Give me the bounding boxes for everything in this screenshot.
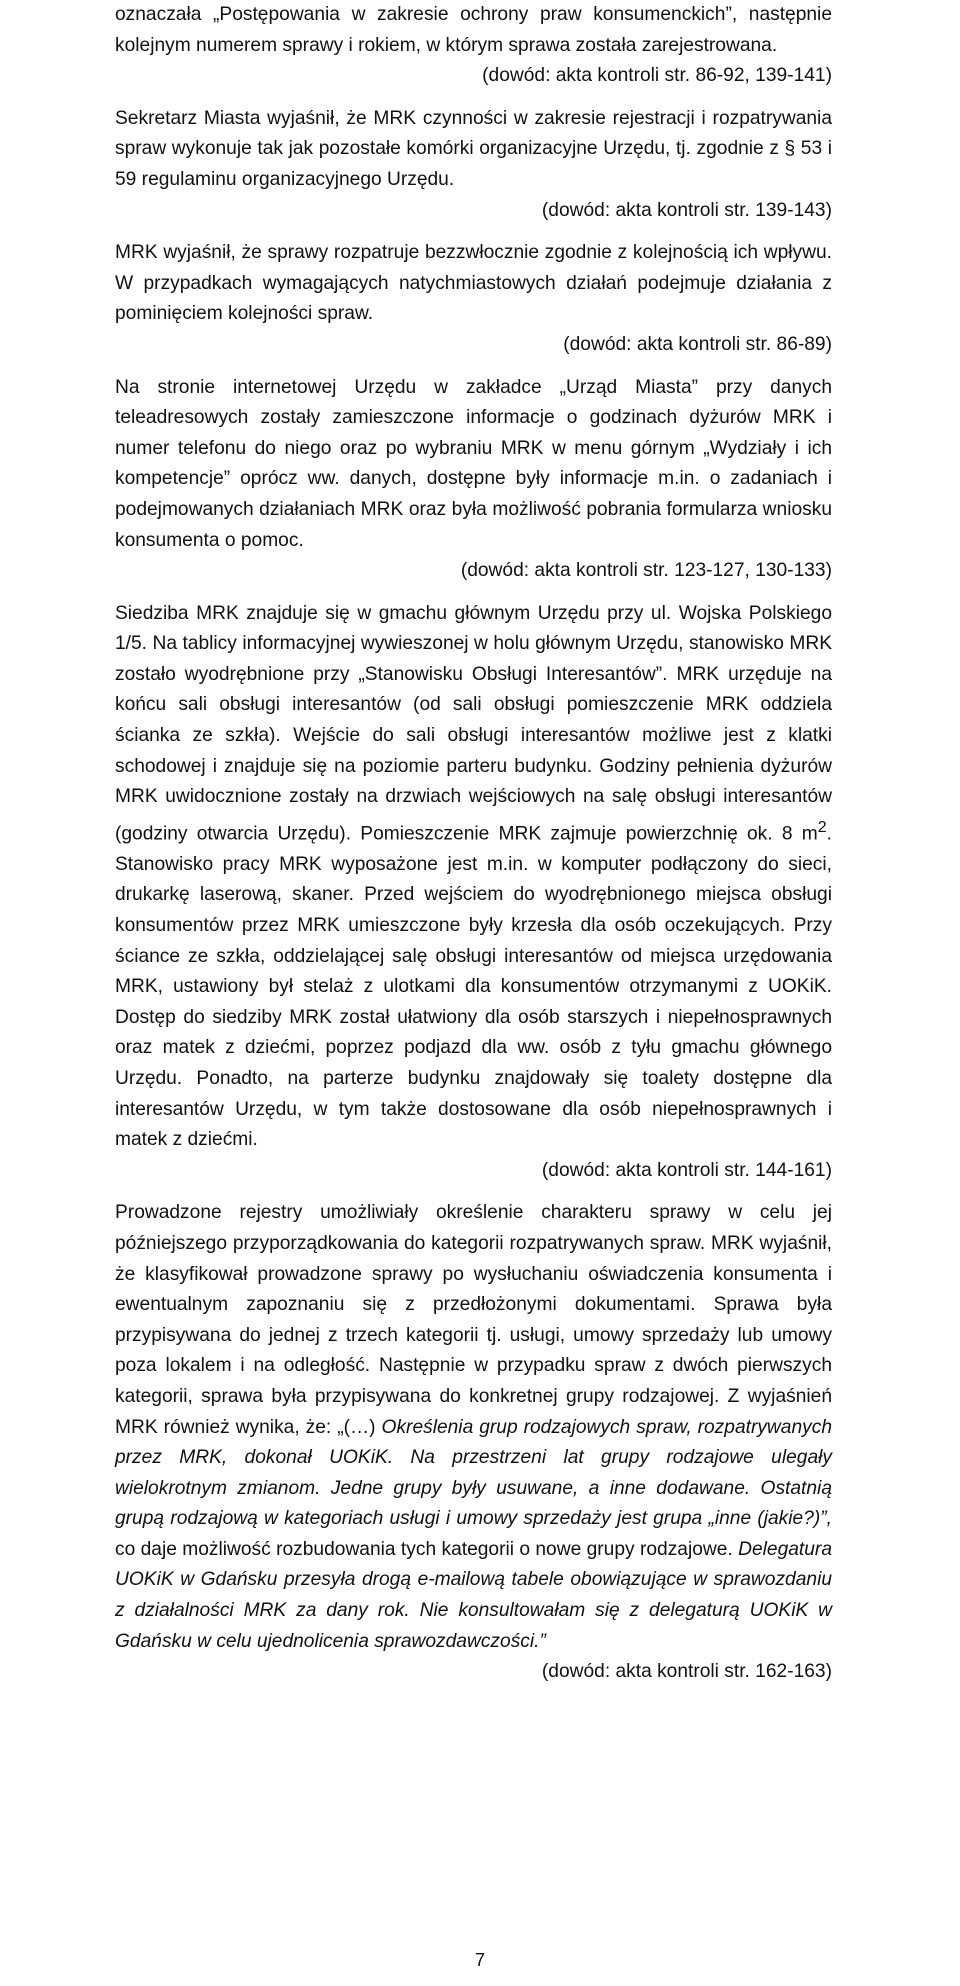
paragraph-6-quote-italic: Określenia grup rodzajowych spraw, rozpatrywanych przez MRK, dokonał UOKiK. Na przestrzeni lat grupy rodzajowe ulegały wielokrotnym zmianom. Jedne grupy były usuwane, a inne dodawane. Ostatnią grupą rodzajową w kategoriach usługi i umowy sprzedaży jest grupa „inne (jakie?)”, — [115, 1416, 832, 1530]
paragraph-5 — [115, 599, 832, 1187]
paragraph-3-text: MRK wyjaśnił, że sprawy rozpatruje bezzwłocznie zgodnie z kolejnością ich wpływu. W przypadkach wymagających natychmiastowych działań podejmuje działania z pominięciem kolejności spraw. — [115, 242, 832, 325]
superscript-2: 2 — [817, 818, 827, 836]
paragraph-2-text: Sekretarz Miasta wyjaśnił, że MRK czynności w zakresie rejestracji i rozpatrywania spraw wykonuje tak jak pozostałe komórki organizacyjne Urzędu, tj. zgodnie z § 53 i 59 regulaminu organizacyjnego Urzędu. — [115, 107, 832, 190]
paragraph-gap — [115, 587, 832, 599]
paragraph-6-text: Prowadzone rejestry umożliwiały określenie charakteru sprawy w celu jej późniejszego przyporządkowania do kategorii rozpatrywanych spraw. MRK wyjaśnił, że klasyfikował prowadzone sprawy po wysłuchaniu oświadczenia konsumenta i ewentualnym zapoznaniu się z przedłożonymi dokumentami. Sprawa była przypisywana do jednej z trzech kategorii tj. usługi, umowy sprzedaży lub umowy poza lokalem i na odległość. Następnie w przypadku spraw z dwóch pierwszych kategorii, sprawa była przypisywana do konkretnej grupy rodzajowej. Z wyjaśnień MRK również wynika, że: „(…) — [115, 1202, 832, 1438]
evidence-citation: (dowód: akta kontroli str. 162-163) — [541, 1661, 832, 1683]
paragraph-1-text: oznaczała „Postępowania w zakresie ochrony praw konsumenckich”, następnie kolejnym numerem sprawy i rokiem, w którym sprawa została zarejestrowana. — [115, 4, 832, 56]
paragraph-gap — [115, 226, 832, 238]
paragraph-6 — [115, 1198, 832, 1688]
evidence-citation: (dowód: akta kontroli str. 139-143) — [541, 199, 832, 221]
paragraph-4-text: Na stronie internetowej Urzędu w zakładce „Urząd Miasta” przy danych teleadresowych zostały zamieszczone informacje o godzinach dyżurów MRK i numer telefonu do niego oraz po wybraniu MRK w menu górnym „Wydziały i ich kompetencje” oprócz ww. danych, dostępne były informacje m.in. o zadaniach i podejmowanych działaniach MRK oraz była możliwość pobrania formularza wniosku konsumenta o pomoc. — [115, 376, 832, 551]
paragraph-5-text-after: . Stanowisko pracy MRK wyposażone jest m.in. w komputer podłączony do sieci, drukarkę laserową, skaner. Przed wejściem do wyodrębnionego miejsca obsługi konsumentów przez MRK umieszczone były krzesła dla osób oczekujących. Przy ściance ze szkła, oddzielającej salę obsługi interesantów od miejsca urzędowania MRK, ustawiony był stelaż z ulotkami dla konsumentów otrzymanymi z UOKiK. Dostęp do siedziby MRK został ułatwiony dla osób starszych i niepełnosprawnych oraz matek z dziećmi, poprzez podjazd dla ww. osób z tyłu gmachu głównego Urzędu. Ponadto, na parterze budynku znajdowały się toalety dostępne dla interesantów Urzędu, w tym także dostosowane dla osób niepełnosprawnych i matek z dziećmi. — [115, 823, 832, 1151]
evidence-citation: (dowód: akta kontroli str. 123-127, 130-133) — [460, 560, 832, 582]
evidence-citation: (dowód: akta kontroli str. 86-89) — [563, 333, 832, 355]
paragraph-5-text-before: Siedziba MRK znajduje się w gmachu głównym Urzędu przy ul. Wojska Polskiego 1/5. Na tablicy informacyjnej wywieszonej w holu głównym Urzędu, stanowisko MRK zostało wyodrębnione przy „Stanowisku Obsługi Interesantów”. MRK urzęduje na końcu sali obsługi interesantów (od sali obsługi pomieszczenie MRK oddziela ścianka ze szkła). Wejście do sali obsługi interesantów możliwe jest z klatki schodowej i znajduje się na poziomie parteru budynku. Godziny pełnienia dyżurów MRK uwidocznione zostały na drzwiach wejściowych na salę obsługi interesantów (godziny otwarcia Urzędu). Pomieszczenie MRK zajmuje powierzchnię ok. 8 m — [115, 602, 832, 845]
paragraph-1 — [115, 0, 832, 92]
paragraph-gap — [115, 1186, 832, 1198]
paragraph-gap — [115, 92, 832, 104]
paragraph-6-quote-plain: co daje możliwość rozbudowania tych kategorii o nowe grupy rodzajowe. — [115, 1538, 739, 1560]
paragraph-2 — [115, 104, 832, 226]
paragraph-4 — [115, 373, 832, 587]
paragraph-gap — [115, 361, 832, 373]
page-number: 7 — [474, 1950, 485, 1970]
document-body — [115, 0, 832, 1688]
evidence-citation: (dowód: akta kontroli str. 86-92, 139-141) — [482, 65, 832, 87]
paragraph-6-quote-italic-end: Delegatura UOKiK w Gdańsku przesyła drogą e-mailową tabele obowiązujące w sprawozdaniu z działalności MRK za dany rok. Nie konsultowałam się z delegaturą UOKiK w Gdańsku w celu ujednolicenia sprawozdawczości.” — [115, 1538, 832, 1652]
evidence-citation: (dowód: akta kontroli str. 144-161) — [541, 1159, 832, 1181]
paragraph-3 — [115, 238, 832, 360]
